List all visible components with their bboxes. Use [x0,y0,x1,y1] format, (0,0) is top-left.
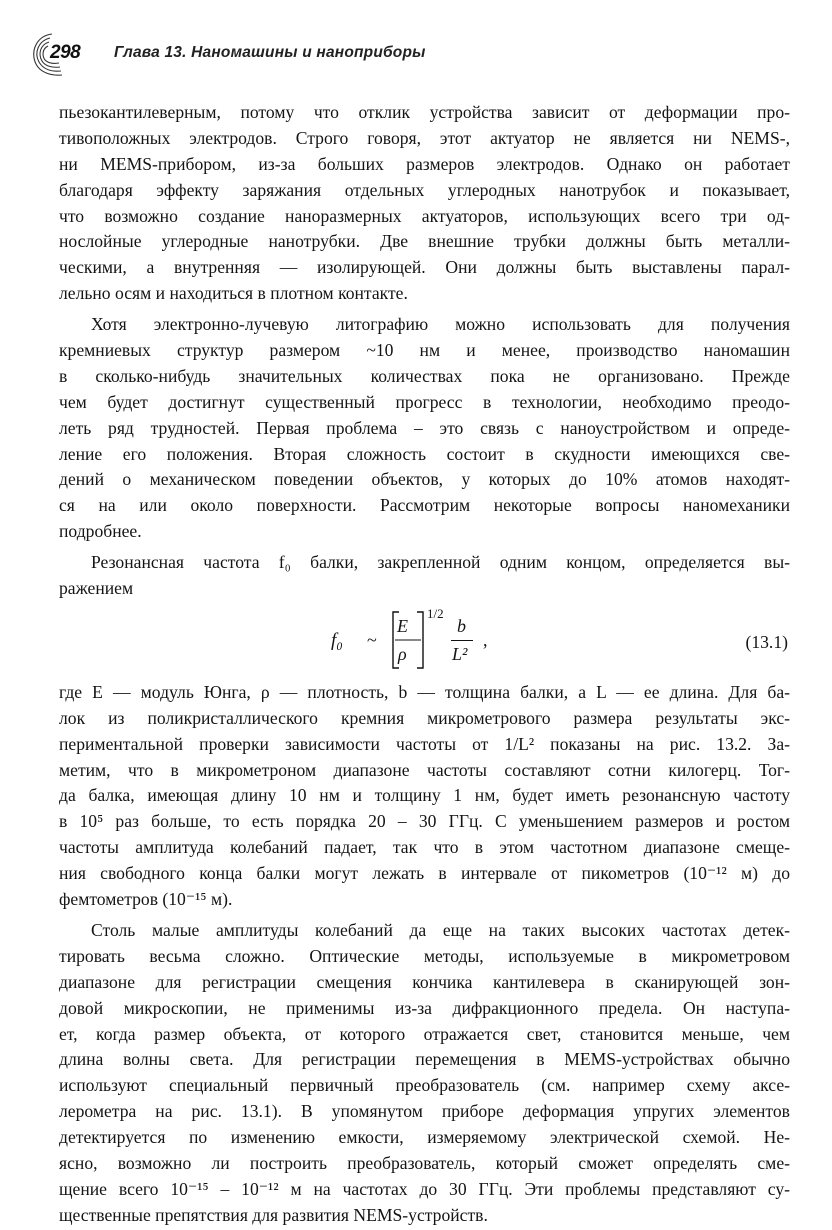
text-line: ление его положения. Вторая сложность состоит в скудности имеющихся све- [59,443,790,464]
page-number: 298 [50,42,81,63]
text-line: леть ряд трудностей. Первая проблема – это связь с наноустройством и опреде- [59,417,790,438]
text-line: тивоположных электродов. Строго говоря, этот актуатор не является ни NEMS-, [59,127,790,148]
text-line: Хотя электронно-лучевую литографию можно использовать для получения [91,314,790,335]
equation-fraction-denominator: L² [452,643,468,664]
equation-exponent: 1/2 [427,605,444,621]
text-line: периментальной проверки зависимости частоты от 1/L² показаны на рис. 13.2. За- [59,733,790,754]
paragraph-2 [59,312,790,545]
text-line: чем будет достигнут существенный прогресс в технологии, необходимо преодо- [59,391,790,412]
equation-relation: ~ [367,629,377,650]
text-line: нослойные углеродные нанотрубки. Две внешние трубки должны быть металли- [59,231,790,252]
text-line: ражением [59,578,134,599]
text-line: Резонансная частота f₀ балки, закрепленной одним концом, определяется вы- [91,552,790,573]
equation-formula [331,605,551,672]
equation-denominator-inner: ρ [398,643,407,664]
text-line: ся на или около поверхности. Рассмотрим некоторые вопросы наномеханики [59,495,790,516]
equation-trailing: , [483,629,488,650]
paragraph-3 [59,550,790,602]
running-header [28,30,808,78]
equation-lhs: f₀ [331,629,343,651]
text-line: ния свободного конца балки могут лежать в интервале от пикометров (10⁻¹² м) до [59,863,790,884]
text-line: ни MEMS-прибором, из-за больших размеров электродов. Однако он работает [59,153,790,174]
text-line: пьезокантилеверным, потому что отклик устройства зависит от деформации про- [59,102,790,122]
text-line: подробнее. [59,521,142,542]
text-line: ясно, возможно ли построить преобразователь, который сможет определять сме- [59,1152,790,1173]
text-line: щественные препятствия для развития NEMS-устройств. [59,1204,488,1225]
text-line: тировать весьма сложно. Оптические методы, используемые в микрометровом [59,945,790,966]
text-line: дений о механическом поведении объектов, у которых до 10% атомов находят- [59,469,790,490]
text-line: ческими, а внутренняя — изолирующей. Они должны быть выставлены парал- [59,257,790,278]
text-line: лерометра на рис. 13.1). В упомянутом приборе деформация упругих элементов [59,1101,790,1122]
text-line: Столь малые амплитуды колебаний да еще на таких высоких частотах детек- [91,919,790,940]
text-line: в 10⁵ раз больше, то есть порядка 20 – 30 ГГц. С уменьшением размеров и ростом [59,811,790,832]
equation-number: (13.1) [745,631,788,652]
text-line: что возможно создание наноразмерных актуаторов, использующих всего три од- [59,205,790,226]
text-line: кремниевых структур размером ~10 нм и менее, производство наномашин [59,340,790,361]
text-line: длина волны света. Для регистрации перемещения в MEMS-устройствах обычно [59,1049,790,1070]
equation-fraction-numerator: b [457,615,466,636]
text-line: щение всего 10⁻¹⁵ – 10⁻¹² м на частотах до 30 ГГц. Эти проблемы представляют су- [59,1178,790,1199]
paragraph-5 [59,918,790,1229]
paragraph-1 [59,100,790,307]
text-line: частоты амплитуда колебаний падает, так что в этом частотном диапазоне смеще- [59,837,790,858]
paragraph-4 [59,680,790,913]
text-line: благодаря эффекту заряжания отдельных углеродных нанотрубок и показывает, [59,179,790,200]
text-line: лок из поликристаллического кремния микрометрового размера результаты экс- [59,707,790,728]
text-line: детектируется по изменению емкости, измеряемому электрической схемой. Не- [59,1127,790,1148]
fraction-bar [451,640,473,641]
text-line: ет, когда размер объекта, от которого отражается свет, становится меньше, чем [59,1023,790,1044]
page-body [59,100,790,1229]
text-line: где E — модуль Юнга, ρ — плотность, b — толщина балки, а L — ее длина. Для ба- [59,681,790,702]
equation-numerator-inner: E [397,615,408,636]
text-line: метим, что в микрометроном диапазоне частоты составляют сотни килогерц. Тог- [59,759,790,780]
text-line: да балка, имеющая длину 10 нм и толщину 1 нм, будет иметь резонансную частоту [59,785,790,806]
text-line: в сколько-нибудь значительных количествах пока не организовано. Прежде [59,365,790,386]
text-line: фемтометров (10⁻¹⁵ м). [59,889,233,910]
text-line: диапазоне для регистрации смещения кончика кантилевера в сканирующей зон- [59,971,790,992]
text-line: довой микроскопии, не применимы из-за дифракционного предела. Он наступа- [59,997,790,1018]
equation-13-1 [59,604,790,678]
chapter-title: Глава 13. Наномашины и наноприборы [114,44,426,61]
text-line: лельно осям и находиться в плотном контакте. [59,283,408,304]
page-number-badge [28,30,90,78]
text-line: используют специальный первичный преобразователь (см. например схему аксе- [59,1075,790,1096]
